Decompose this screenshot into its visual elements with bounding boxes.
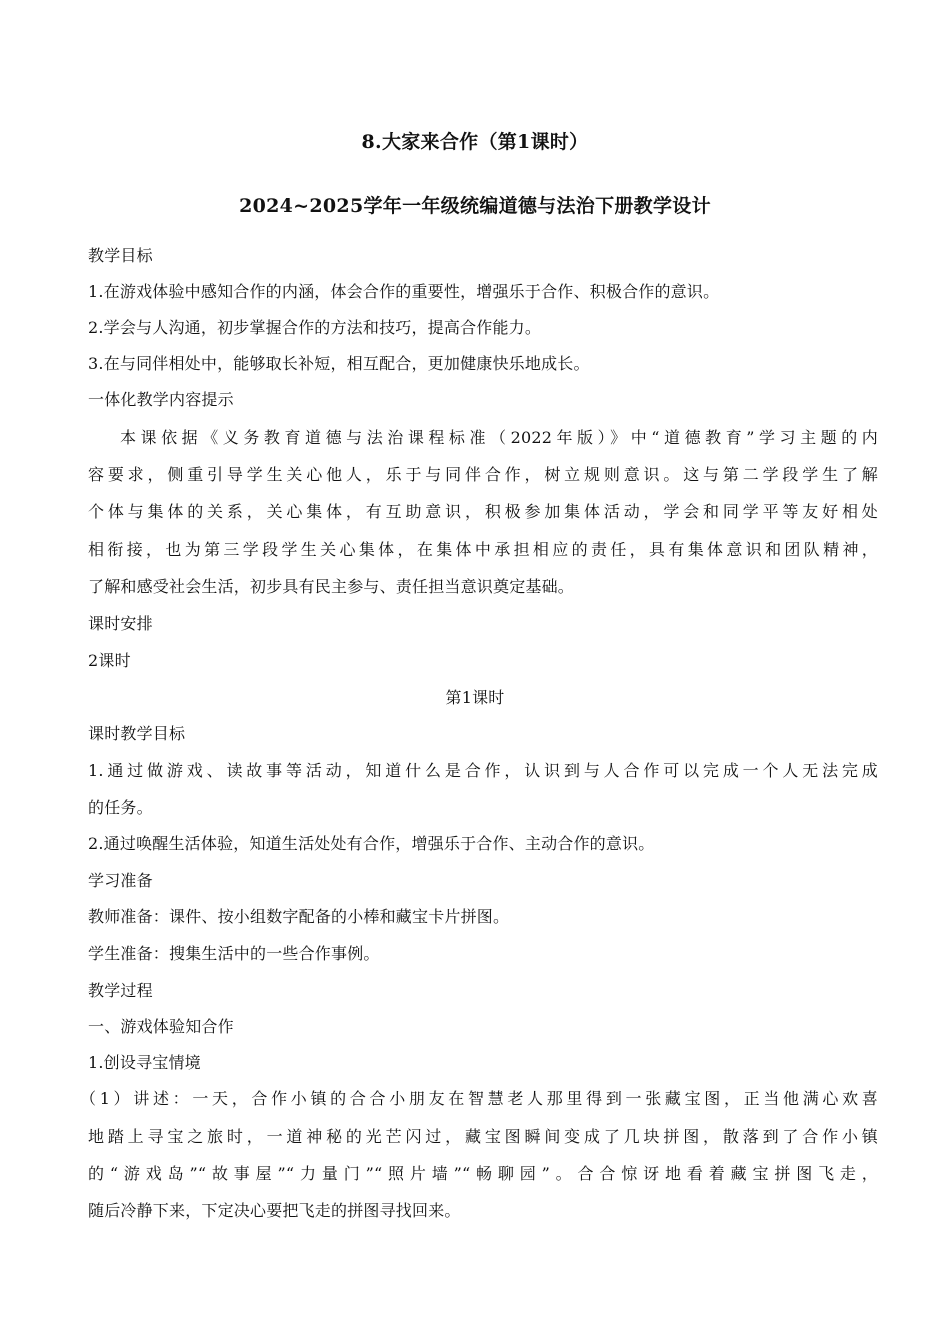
lesson-goal-item-1: 1.通过做游戏、读故事等活动，知道什么是合作，认识到与人合作可以完成一个人无法完成 bbox=[88, 761, 878, 780]
lesson-goal-item-2: 2.通过唤醒生活体验，知道生活处处有合作，增强乐于合作、主动合作的意识。 bbox=[88, 834, 655, 853]
document-subtitle: 2024~2025学年一年级统编道德与法治下册教学设计 bbox=[239, 195, 711, 217]
heading-schedule: 课时安排 bbox=[88, 614, 153, 633]
paragraph-line: 相衔接，也为第三学段学生关心集体，在集体中承担相应的责任，具有集体意识和团队精神， bbox=[88, 540, 878, 559]
story-paragraph-line: 随后冷静下来，下定决心要把飞走的拼图寻找回来。 bbox=[88, 1201, 461, 1220]
paragraph-line: 容要求，侧重引导学生关心他人，乐于与同伴合作，树立规则意识。这与第二学段学生了解 bbox=[88, 465, 878, 484]
heading-process: 教学过程 bbox=[88, 981, 153, 1000]
heading-teaching-goals: 教学目标 bbox=[88, 246, 153, 265]
story-paragraph-line: 地踏上寻宝之旅时，一道神秘的光芒闪过，藏宝图瞬间变成了几块拼图，散落到了合作小镇 bbox=[88, 1127, 878, 1146]
student-preparation: 学生准备：搜集生活中的一些合作事例。 bbox=[88, 944, 380, 963]
document-title: 8.大家来合作（第1课时） bbox=[361, 131, 589, 153]
teacher-preparation: 教师准备：课件、按小组数字配备的小棒和藏宝卡片拼图。 bbox=[88, 907, 510, 926]
heading-content-hints: 一体化教学内容提示 bbox=[88, 390, 234, 409]
heading-preparation: 学习准备 bbox=[88, 871, 153, 890]
process-section-1: 一、游戏体验知合作 bbox=[88, 1017, 234, 1036]
paragraph-line: 了解和感受社会生活，初步具有民主参与、责任担当意识奠定基础。 bbox=[88, 577, 575, 596]
lesson-goal-item-1-cont: 的任务。 bbox=[88, 798, 153, 817]
story-paragraph-line: 的“游戏岛”“故事屋”“力量门”“照片墙”“畅聊园”。合合惊讶地看着藏宝拼图飞走， bbox=[88, 1164, 878, 1183]
story-paragraph-line: （1）讲述：一天，合作小镇的合合小朋友在智慧老人那里得到一张藏宝图，正当他满心欢喜 bbox=[80, 1089, 878, 1108]
goal-item-2: 2.学会与人沟通，初步掌握合作的方法和技巧，提高合作能力。 bbox=[88, 318, 542, 337]
paragraph-line: 本课依据《义务教育道德与法治课程标准（2022年版）》中“道德教育”学习主题的内 bbox=[120, 428, 878, 447]
goal-item-1: 1.在游戏体验中感知合作的内涵，体会合作的重要性，增强乐于合作、积极合作的意识。 bbox=[88, 282, 720, 301]
paragraph-line: 个体与集体的关系，关心集体，有互助意识，积极参加集体活动，学会和同学平等友好相处 bbox=[88, 502, 878, 521]
process-step-1: 1.创设寻宝情境 bbox=[88, 1053, 201, 1072]
goal-item-3: 3.在与同伴相处中，能够取长补短，相互配合，更加健康快乐地成长。 bbox=[88, 354, 590, 373]
schedule-value: 2课时 bbox=[88, 651, 131, 670]
heading-lesson-goals: 课时教学目标 bbox=[88, 724, 186, 743]
lesson-heading: 第1课时 bbox=[445, 688, 505, 707]
